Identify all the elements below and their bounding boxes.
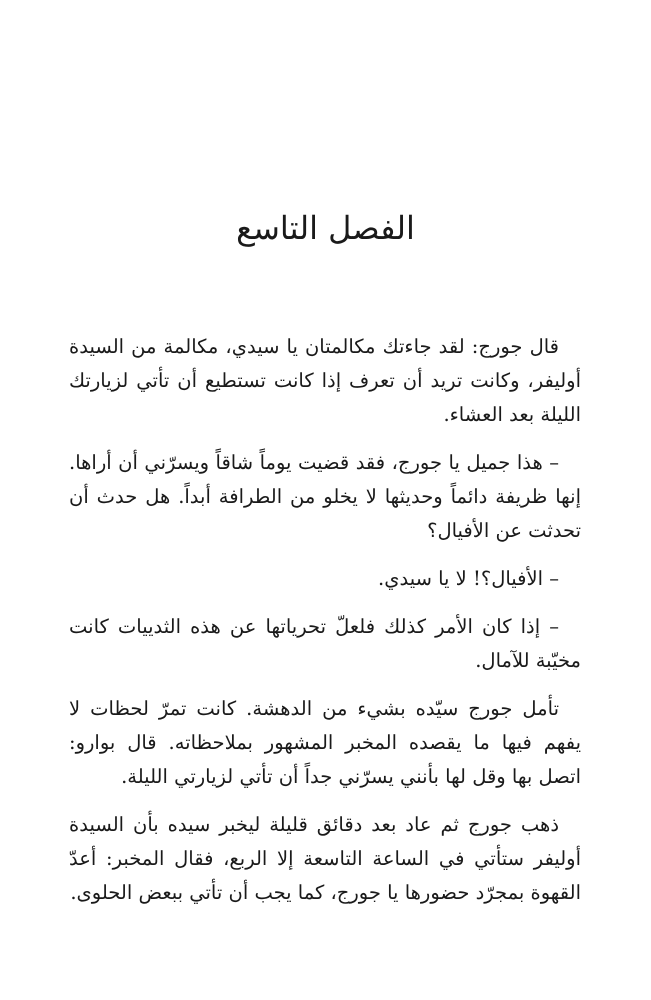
paragraph: قال جورج: لقد جاءتك مكالمتان يا سيدي، مكالمة من السيدة أوليفر، وكانت تريد أن تعرف إذا كانت تستطيع أن تأتي لزيارتك الليلة بعد العشاء. — [69, 335, 581, 426]
paragraph: ذهب جورج ثم عاد بعد دقائق قليلة ليخبر سيده بأن السيدة أوليفر ستأتي في الساعة التاسعة إلا الربع، فقال المخبر: أعدّ القهوة بمجرّد حضورها يا جورج، كما يجب أن تأتي ببعض الحلوى. — [69, 813, 581, 904]
chapter-body — [69, 330, 581, 924]
chapter-title: الفصل التاسع — [236, 209, 415, 247]
paragraph: – الأفيال؟! لا يا سيدي. — [378, 567, 559, 590]
paragraph: – هذا جميل يا جورج، فقد قضيت يوماً شاقاً ويسرّني أن أراها. إنها ظريفة دائماً وحديثها لا يخلو من الطرافة أبداً. هل حدث أن تحدثت عن الأفيال؟ — [69, 451, 581, 542]
paragraph: – إذا كان الأمر كذلك فلعلّ تحرياتها عن هذه الثدييات كانت مخيّبة للآمال. — [69, 615, 581, 672]
paragraph: تأمل جورج سيّده بشيء من الدهشة. كانت تمرّ لحظات لا يفهم فيها ما يقصده المخبر المشهور بملاحظاته. قال بوارو: اتصل بها وقل لها بأنني يسرّني جداً أن تأتي لزيارتي الليلة. — [69, 697, 581, 788]
